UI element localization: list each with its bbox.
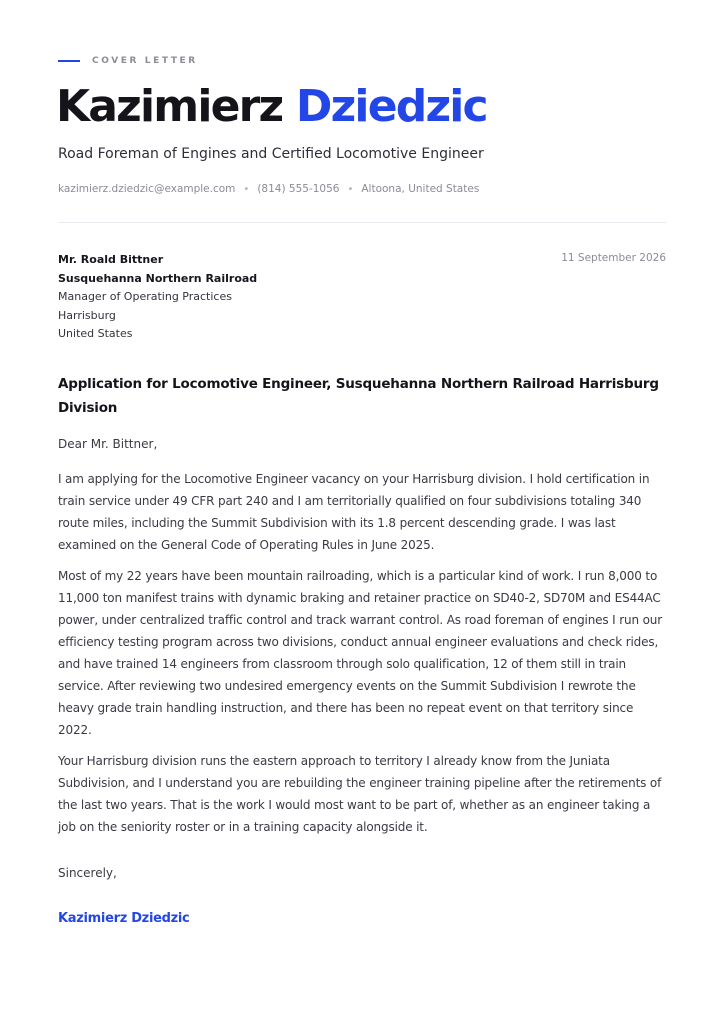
letter-subject: Application for Locomotive Engineer, Susquehanna Northern Railroad Harrisburg Division <box>58 376 659 416</box>
recipient-block <box>58 251 257 344</box>
eyebrow-label: COVER LETTER <box>92 56 198 66</box>
eyebrow-accent-line <box>58 60 80 62</box>
signature: Kazimierz Dziedzic <box>58 911 190 926</box>
recipient-country: United States <box>58 327 133 341</box>
letter-body <box>58 468 666 847</box>
letter-date: 11 September 2026 <box>561 252 666 264</box>
contact-phone[interactable]: (814) 555-1056 <box>257 183 340 195</box>
recipient-city: Harrisburg <box>58 308 116 322</box>
closing: Sincerely, <box>58 866 117 880</box>
eyebrow <box>58 56 198 66</box>
contact-separator: • <box>243 183 250 195</box>
body-paragraph: Most of my 22 years have been mountain railroading, which is a particular kind of work. I run 8,000 to 11,000 ton manifest trains with dynamic braking and retainer practice on SD40-2, SD70M and ES44AC power, under centralized traffic control and track warrant control. As road foreman of engines I run our efficiency testing program across two divisions, conduct annual engineer evaluations and check rides, and have trained 14 engineers from classroom through solo qualification, 12 of them still in train service. After reviewing two undesired emergency events on the Summit Subdivision I rewrote the heavy grade train handling instruction, and there has been no repeat event on that territory since 2022. <box>58 569 663 737</box>
applicant-headline: Road Foreman of Engines and Certified Locomotive Engineer <box>58 146 484 162</box>
body-paragraph: Your Harrisburg division runs the eastern approach to territory I already know from the Juniata Subdivision, and I understand you are rebuilding the engineer training pipeline after the retirements of the last two years. That is the work I would most want to be part of, whether as an engineer taking a job on the seniority roster or in a training capacity alongside it. <box>58 754 662 834</box>
contact-location: Altoona, United States <box>361 183 480 195</box>
recipient-company: Susquehanna Northern Railroad <box>58 271 258 285</box>
body-paragraph: I am applying for the Locomotive Engineer vacancy on your Harrisburg division. I hold certification in train service under 49 CFR part 240 and I am territorially qualified on four subdivisions totaling 340 route miles, including the Summit Subdivision with its 1.8 percent descending grade. I was last examined on the General Code of Operating Rules in June 2025. <box>58 472 650 552</box>
recipient-name: Mr. Roald Bittner <box>58 253 164 266</box>
recipient-title: Manager of Operating Practices <box>58 290 232 304</box>
contact-line <box>58 183 479 195</box>
contact-email[interactable]: kazimierz.dziedzic@example.com <box>58 183 236 195</box>
applicant-first-name: Kazimierz <box>56 81 283 132</box>
applicant-last-name: Dziedzic <box>295 81 487 132</box>
salutation: Dear Mr. Bittner, <box>58 437 158 451</box>
applicant-name <box>56 80 487 134</box>
header-divider <box>58 222 666 223</box>
contact-separator: • <box>347 183 354 195</box>
